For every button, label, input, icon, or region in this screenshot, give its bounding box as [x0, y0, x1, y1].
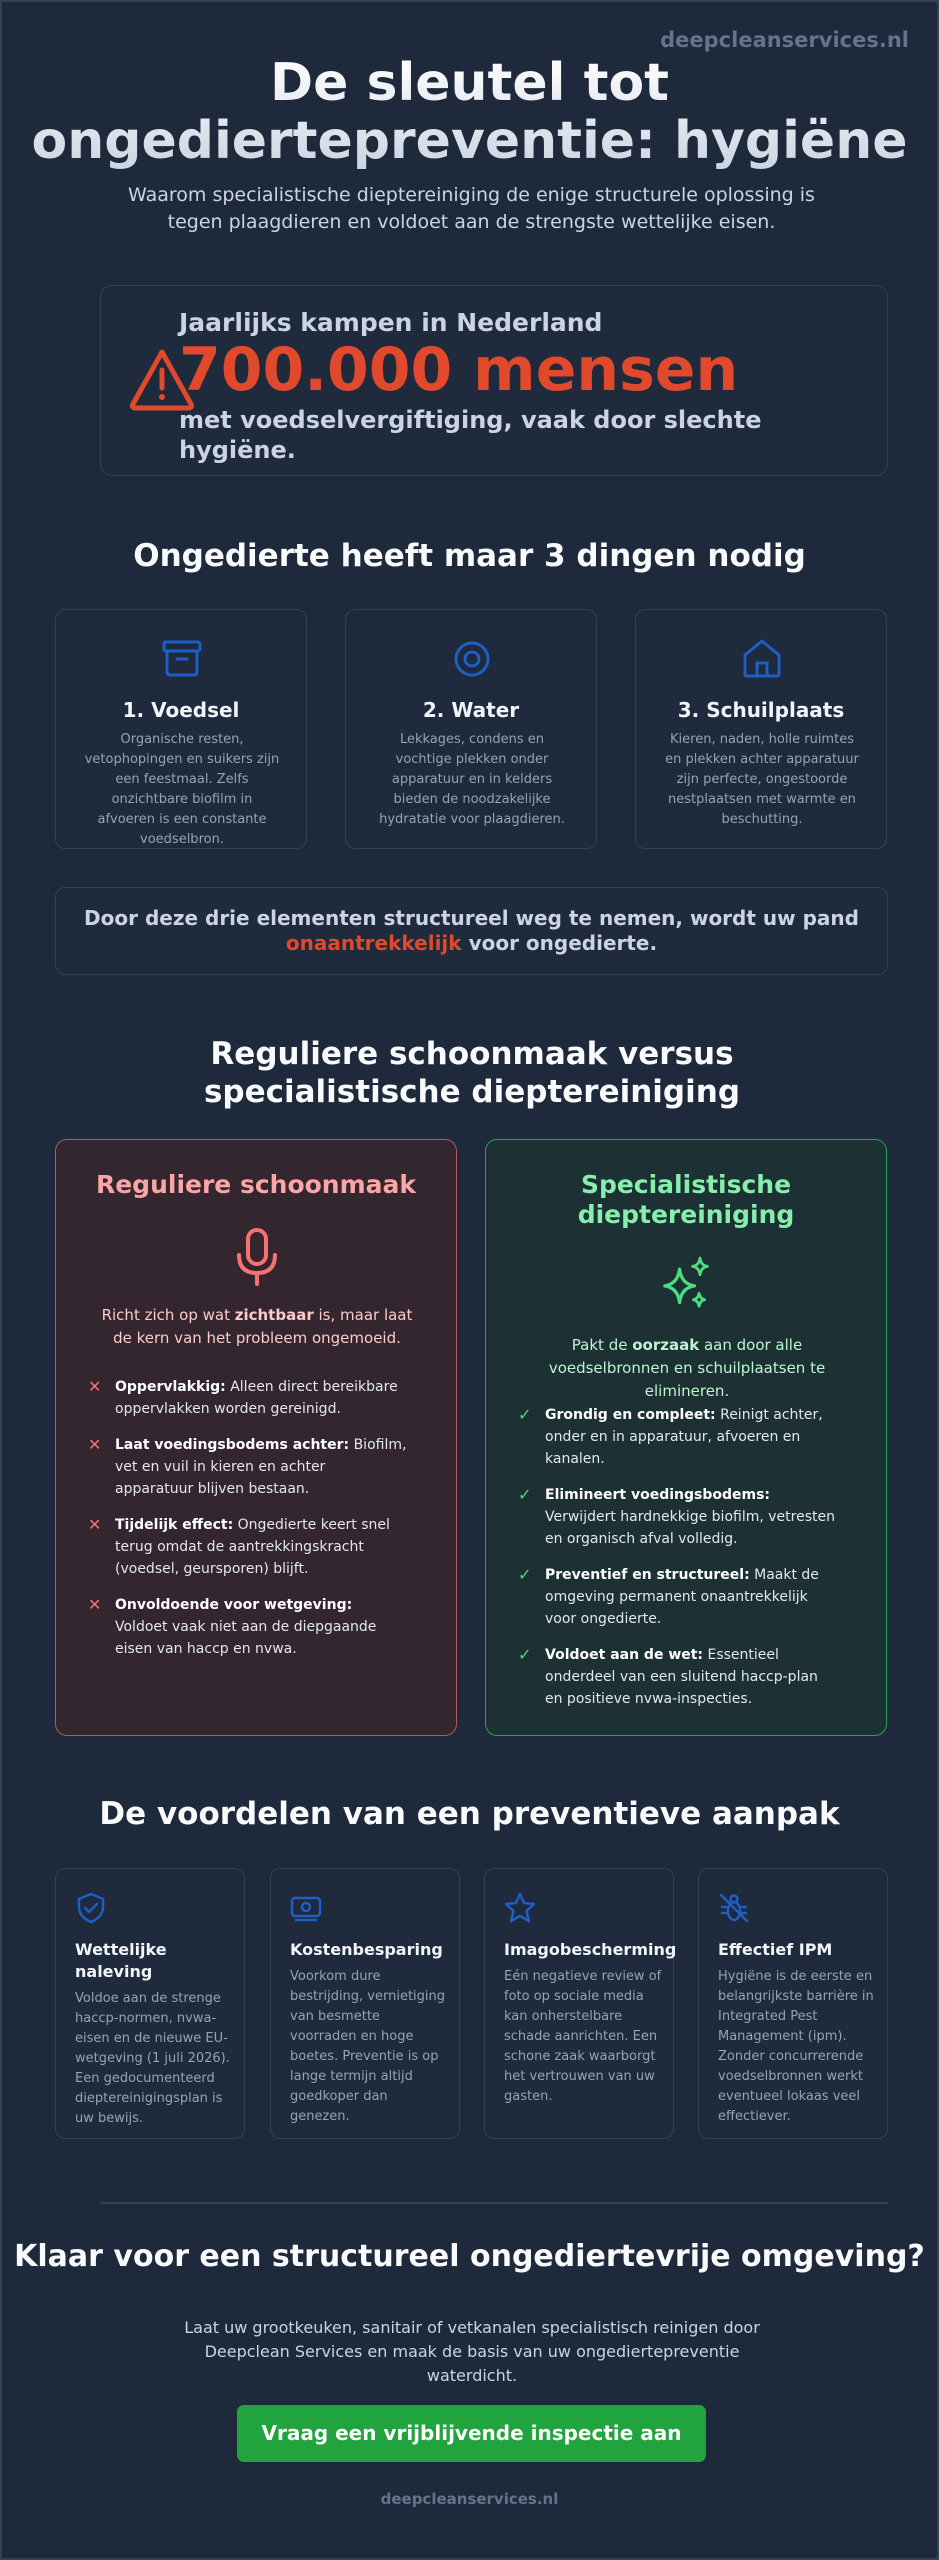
stat-description: met voedselvergiftiging, vaak door slechte hygiëne.	[179, 406, 762, 464]
item-label: Voldoet aan de wet:	[545, 1647, 704, 1663]
benefit-description: Hygiëne is de eerste en belangrijkste barrière in Integrated Pest Management (ipm). Zonder concurrerende voedselbronnen werkt eventueel lokaas veel effectiever.	[718, 1969, 874, 2124]
intro-text: Richt zich op wat	[101, 1306, 235, 1324]
cross-icon: ✕	[88, 1377, 102, 1396]
regular-cleaning-heading: Reguliere schoonmaak	[95, 1170, 417, 1199]
need-card-shelter	[635, 609, 887, 849]
stat-value: 700.000 mensen	[179, 335, 739, 405]
stat-text	[179, 308, 839, 465]
item-label: Oppervlakkig:	[115, 1379, 226, 1395]
sparkles-icon	[661, 1254, 713, 1314]
need-description: Organische resten, vetophopingen en suikers zijn een feestmaal. Zelfs onzichtbare biofilm in afvoeren is een constante voedselbron.	[84, 732, 280, 847]
intro-text: is, maar laat de kern van het probleem ongemoeid.	[113, 1306, 413, 1347]
check-icon: ✓	[518, 1405, 532, 1424]
cross-icon: ✕	[88, 1435, 102, 1454]
item-text: Voldoet vaak niet aan de diepgaande eisen van haccp en nvwa.	[115, 1619, 377, 1657]
check-icon: ✓	[518, 1565, 532, 1584]
callout-text: Door deze drie elementen structureel weg te nemen, wordt uw pand	[84, 906, 859, 930]
comparison-title: Reguliere schoonmaak versus specialistische dieptereiniging	[203, 1036, 741, 1110]
brand-url-bottom: deepcleanservices.nl	[380, 2490, 559, 2508]
cross-icon: ✕	[88, 1515, 102, 1534]
benefit-description: Voldoe aan de strenge haccp-normen, nvwa-eisen en de nieuwe EU-wetgeving (1 juli 2026). Een gedocumenteerd dieptereinigingsplan is uw bewijs.	[75, 1991, 230, 2126]
regular-cleaning-list	[88, 1376, 408, 1674]
water-drop-icon	[450, 636, 494, 680]
microphone-icon	[231, 1227, 283, 1287]
item-label: Laat voedingsbodems achter:	[115, 1437, 350, 1453]
item-label: Elimineert voedingsbodems:	[545, 1487, 771, 1503]
house-icon	[740, 636, 784, 680]
check-icon: ✓	[518, 1485, 532, 1504]
item-text: Reinigt achter, onder en in apparatuur, afvoeren en kanalen.	[545, 1407, 823, 1467]
benefit-card-savings	[270, 1868, 460, 2139]
request-inspection-button[interactable]: Vraag een vrijblijvende inspectie aan	[237, 2405, 706, 2462]
benefit-card-compliance	[55, 1868, 245, 2139]
needs-callout	[55, 887, 888, 975]
star-icon	[503, 1891, 537, 1925]
item-label: Grondig en compleet:	[545, 1407, 716, 1423]
list-item	[518, 1644, 838, 1710]
intro-emphasis: oorzaak	[632, 1336, 700, 1354]
benefit-card-image	[484, 1868, 677, 2139]
intro-text: aan door alle voedselbronnen en schuilplaatsen te elimineren.	[548, 1336, 826, 1400]
item-text: Alleen direct bereikbare oppervlakken worden gereinigd.	[115, 1379, 398, 1417]
list-item	[88, 1376, 408, 1420]
regular-cleaning-intro	[92, 1304, 422, 1350]
benefit-title: Kostenbesparing	[290, 1940, 443, 1959]
intro-text: Pakt de	[571, 1336, 633, 1354]
list-item	[88, 1434, 408, 1500]
deep-cleaning-list	[518, 1404, 838, 1724]
benefit-title: Imagobescherming	[504, 1940, 677, 1959]
check-icon: ✓	[518, 1645, 532, 1664]
bug-off-icon	[717, 1891, 751, 1925]
page-title: De sleutel tot ongediertepreventie: hygiëne	[2, 54, 937, 170]
need-card-water	[345, 609, 597, 849]
list-item	[518, 1484, 838, 1550]
item-text: Ongedierte keert snel terug omdat de aantrekkingskracht (voedsel, geursporen) blijft.	[115, 1517, 390, 1577]
regular-cleaning-card	[55, 1139, 457, 1736]
page-subtitle: Waarom specialistische dieptereiniging de enige structurele oplossing is tegen plaagdieren en voldoet aan de strengste wettelijke eisen.	[128, 184, 815, 233]
benefit-title: Effectief IPM	[718, 1940, 833, 1959]
item-label: Tijdelijk effect:	[115, 1517, 234, 1533]
list-item	[88, 1514, 408, 1580]
benefit-card-ipm	[698, 1868, 888, 2139]
list-item	[88, 1594, 408, 1660]
intro-emphasis: zichtbaar	[234, 1306, 314, 1324]
benefits-title: De voordelen van een preventieve aanpak	[99, 1796, 840, 1832]
need-description: Kieren, naden, holle ruimtes en plekken achter apparatuur zijn perfecte, ongestoorde nestplaatsen met warmte en beschutting.	[665, 732, 859, 827]
item-label: Preventief en structureel:	[545, 1567, 750, 1583]
need-title: 1. Voedsel	[122, 698, 240, 722]
needs-title: Ongedierte heeft maar 3 dingen nodig	[133, 538, 806, 574]
need-title: 3. Schuilplaats	[677, 698, 845, 722]
callout-highlight: onaantrekkelijk	[285, 931, 462, 955]
item-label: Onvoldoende voor wetgeving:	[115, 1597, 353, 1613]
callout-text-end: voor ongedierte.	[468, 931, 658, 955]
list-item	[518, 1404, 838, 1470]
need-title: 2. Water	[422, 698, 520, 722]
item-text: Maakt de omgeving permanent onaantrekkelijk voor ongedierte.	[545, 1567, 819, 1627]
item-text: Verwijdert hardnekkige biofilm, vetresten en organisch afval volledig.	[545, 1509, 835, 1547]
cta-subtitle: Laat uw grootkeuken, sanitair of vetkanalen specialistisch reinigen door Deepclean Services en maak de basis van uw ongediertepreventie waterdicht.	[184, 2318, 760, 2385]
deep-cleaning-card	[485, 1139, 887, 1736]
cross-icon: ✕	[88, 1595, 102, 1614]
brand-url-top: deepcleanservices.nl	[660, 28, 909, 52]
need-description: Lekkages, condens en vochtige plekken onder apparatuur en in kelders bieden de noodzakelijke hydratatie voor plaagdieren.	[379, 732, 565, 827]
need-card-food	[55, 609, 307, 849]
benefit-description: Eén negatieve review of foto op sociale media kan onherstelbare schade aanrichten. Een schone zaak waarborgt het vertrouwen van uw gasten.	[504, 1969, 662, 2104]
item-text: Biofilm, vet en vuil in kieren en achter apparatuur blijven bestaan.	[115, 1437, 407, 1497]
benefit-title: Wettelijke naleving	[75, 1940, 167, 1981]
shield-check-icon	[74, 1891, 108, 1925]
item-text: Essentieel onderdeel van een sluitend haccp-plan en positieve nvwa-inspecties.	[545, 1647, 818, 1707]
stat-kicker: Jaarlijks kampen in Nederland	[179, 308, 603, 337]
deep-cleaning-intro	[522, 1334, 852, 1403]
deep-cleaning-heading: Specialistische dieptereiniging	[577, 1170, 795, 1229]
cta-title: Klaar voor een structureel ongediertevrije omgeving?	[14, 2239, 925, 2274]
banknote-icon	[289, 1891, 323, 1925]
archive-box-icon	[160, 636, 204, 680]
list-item	[518, 1564, 838, 1630]
stat-box	[100, 285, 888, 476]
divider	[100, 2202, 888, 2204]
benefit-description: Voorkom dure bestrijding, vernietiging van besmette voorraden en hoge boetes. Preventie is op lange termijn altijd goedkoper dan genezen.	[290, 1969, 446, 2124]
